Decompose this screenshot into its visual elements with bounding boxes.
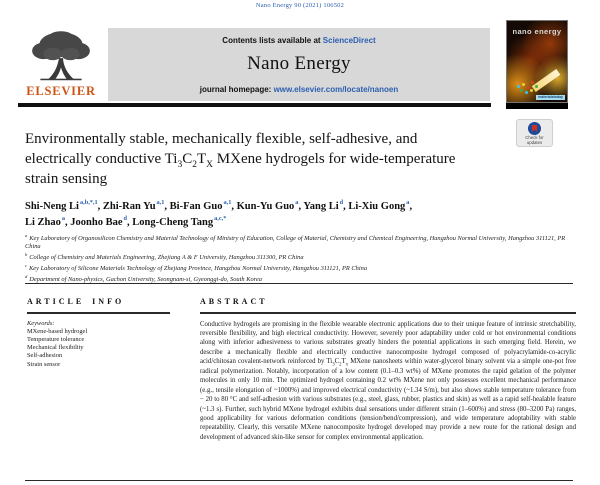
article-info-column	[27, 297, 170, 369]
homepage-line	[108, 85, 490, 94]
keyword-item: Mechanical flexibility	[27, 344, 84, 352]
elsevier-logo-block	[18, 29, 104, 101]
author: Bi-Fan Guo$^{a,1}$,	[169, 199, 237, 212]
author: Long-Cheng Tang$^{a,c,*}$	[132, 215, 227, 228]
elsevier-tree-icon	[18, 29, 104, 83]
author-list	[25, 197, 555, 229]
keyword-item: Temperature tolerance	[27, 335, 85, 343]
homepage-label: journal homepage:	[199, 85, 274, 94]
keywords-label: Keywords:	[27, 319, 55, 327]
journal-cover-image	[506, 20, 568, 103]
author: Li Zhao$^a$,	[25, 215, 71, 228]
article-title	[25, 129, 541, 189]
author-line-2	[25, 213, 555, 229]
cover-brand-label: materialstoday	[538, 94, 563, 99]
cover-divider-bar	[506, 103, 568, 109]
author-line-1	[25, 197, 555, 213]
footnote-divider	[25, 480, 573, 481]
author: Shi-Neng $Li^{a,b,*,1}$,	[25, 199, 103, 212]
contents-line	[108, 36, 490, 45]
author: Li-Xiu Gong$^a$,	[348, 199, 413, 212]
abstract-rule	[200, 312, 576, 314]
elsevier-wordmark: ELSEVIER	[26, 84, 96, 98]
journal-name: Nano Energy	[247, 53, 351, 74]
affiliation-b: $^b$ College of Chemistry and Materials Engineering, Zhejiang A & F University, Hangzhou 311300, PR China	[25, 251, 304, 262]
keyword-item: MXene-based hydrogel	[27, 327, 88, 335]
title-line-1: Environmentally stable, mechanically flexible, self-adhesive, and	[25, 131, 418, 147]
abstract-text: Conductive hydrogels are promising in the flexible wearable electronic applications due to their unique feature of intrinsic stretchability, reversible flexibility, and high electrical conductivity. However, severely poor adaptability under cold or hot environmental conditions along with inferior adhesiveness to various substrates greatly hinders the potential applications in such emerging field. Herein, we describe a mechanically flexible and electrically conductive nanocomposite hydrogel composed of polyacrylamide-co-acrylic acid/chitosan covalent-network reinforced by $Ti_3C_2T_x$ MXene nanosheets within water-glycerol binary solvent via a simple one-pot free radical polymerization. Notably, incorporation of a low content (0.1–0.3 wt%) of MXene promotes the rapid gelation of the polymer molecules in only 10 min. The optimized hydrogel containing 0.2 wt% MXene not only possesses excellent mechanical performance (e.g., tensile elongation of ~1000%) and improved electrical conductivity (~1.34 S/m), but also shows stable temperature tolerance from − 20 to 80 °C and self-adhesion with various substrates (e.g., steel, glass, rubber, plastics and skin) as well as a rapid self-healable feature (~1.3 s). Further, such hybrid MXene hydrogel exhibits dual sensations under different strain (1–600%) and stress (80–3200 Pa) ranges, good applicability for various deformation conditions (tension/bend/compression), and wide temperature adoptability with stable repeatability. Clearly, this versatile MXene nanocomposite hydrogel developed may provide a new route for the rational design and development of advanced skin-like sensor for complex environmental application.	[200, 320, 576, 441]
contents-prefix: Contents lists available at	[222, 36, 323, 45]
affiliation-d: $^d$ Department of Nano-physics, Gachon University, Seongnam-si, Gyeonggi-do, South Korea	[25, 274, 262, 284]
sciencedirect-link[interactable]: ScienceDirect	[322, 36, 376, 45]
affiliation-c: $^c$ Key Laboratory of Silicone Materials Technology of Zhejiang Province, Hangzhou Normal University, Hangzhou 311121, PR China	[25, 262, 368, 273]
journal-header-box	[108, 28, 490, 101]
keyword-item: Self-adhesion	[27, 352, 63, 360]
author: Zhi-Ran Yu$^{a,1}$,	[102, 199, 170, 212]
header-divider-bar	[18, 103, 491, 107]
author: Kun-Yu Guo$^a$,	[236, 199, 304, 212]
title-line-2: electrically conductive $Ti_3C_2T_X$ MXene hydrogels for wide-temperature	[25, 151, 456, 170]
homepage-url-link[interactable]: www.elsevier.com/locate/nanoen	[273, 85, 399, 94]
article-info-heading: ARTICLE INFO	[27, 297, 125, 306]
cover-art-molecule-dots	[517, 85, 520, 88]
section-divider	[25, 283, 573, 284]
author: Yang Li$^d$,	[303, 199, 349, 212]
title-line-3: strain sensing	[25, 171, 108, 187]
abstract-column	[200, 297, 576, 442]
article-info-rule	[27, 312, 170, 314]
keyword-item: Strain sensor	[27, 360, 61, 368]
crossmark-label-line2: updates	[526, 139, 543, 145]
crossmark-label-line1: Check for	[525, 135, 544, 140]
cover-art-streak	[532, 69, 561, 92]
abstract-heading: ABSTRACT	[200, 297, 268, 306]
affiliations	[25, 232, 573, 284]
journal-citation: Nano Energy 90 (2021) 106502	[255, 2, 345, 9]
author: Joonho Bae$^d$,	[70, 215, 133, 228]
cover-journal-title: nano energy	[512, 27, 562, 36]
affiliation-a: $^a$ Key Laboratory of Organosilicon Chemistry and Material Technology of Ministry of Education, College of Material, Chemistry and Chemical Engineering, Hangzhou Normal University, Hangzhou 311121, PR China	[25, 233, 566, 251]
